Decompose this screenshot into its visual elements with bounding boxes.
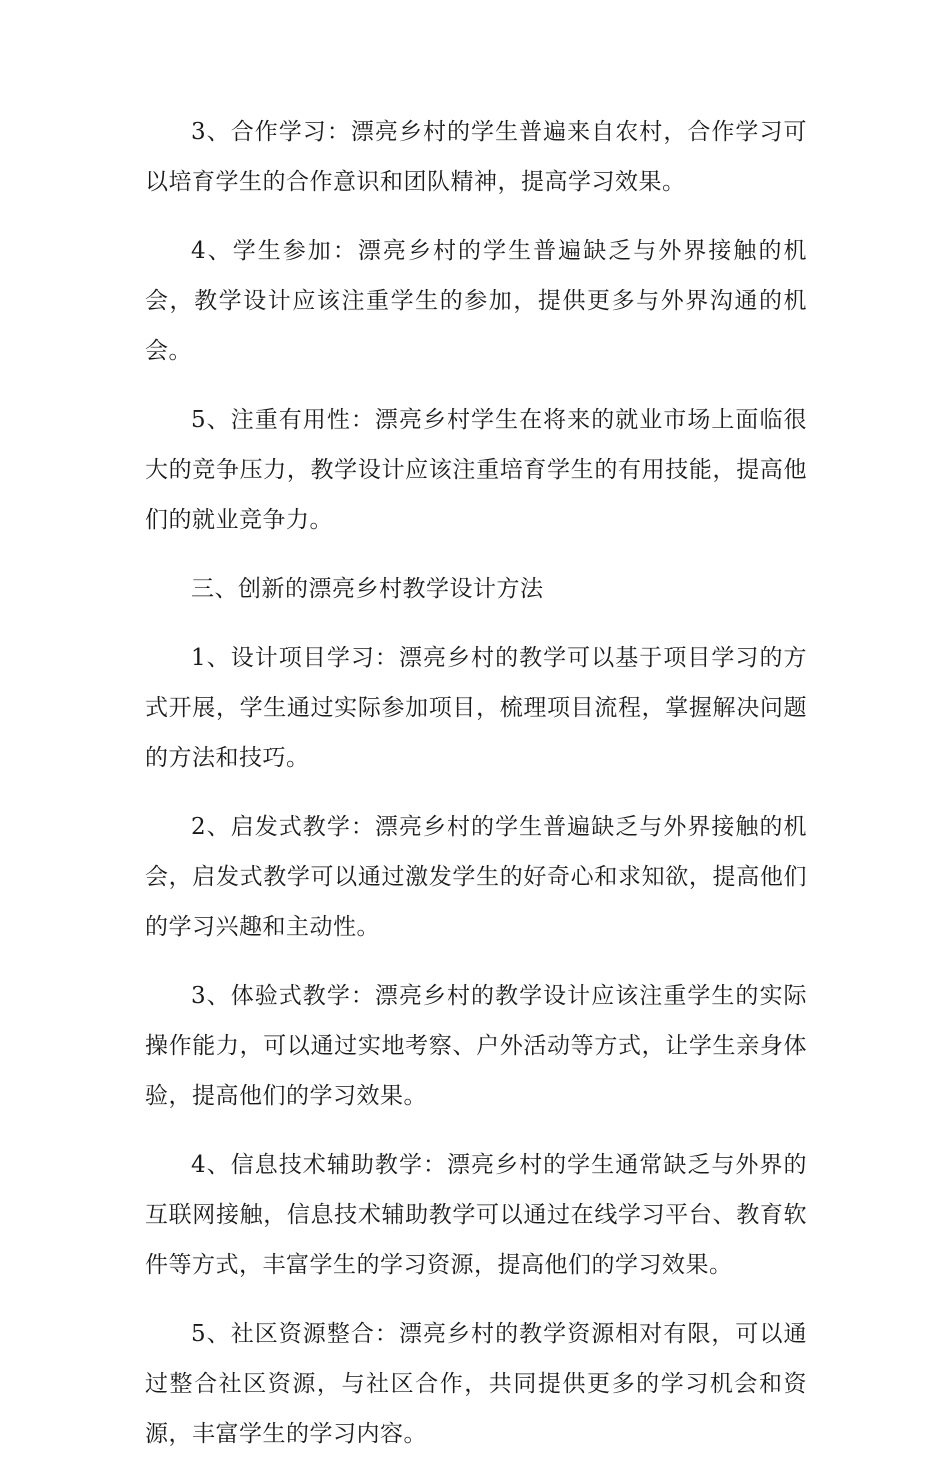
paragraph-student-participation: 4、学生参加：漂亮乡村的学生普遍缺乏与外界接触的机会，教学设计应该注重学生的参加，提供更多与外界沟通的机会。: [145, 238, 807, 364]
paragraph-cooperative-learning: 3、合作学习：漂亮乡村的学生普遍来自农村，合作学习可以培育学生的合作意识和团队精神，提高学习效果。: [145, 119, 807, 195]
paragraph-community-resources: 5、社区资源整合：漂亮乡村的教学资源相对有限，可以通过整合社区资源，与社区合作，共同提供更多的学习机会和资源，丰富学生的学习内容。: [145, 1321, 807, 1447]
paragraph-practicality: 5、注重有用性：漂亮乡村学生在将来的就业市场上面临很大的竞争压力，教学设计应该注重培育学生的有用技能，提高他们的就业竞争力。: [145, 407, 807, 533]
section-heading-innovative-methods: 三、创新的漂亮乡村教学设计方法: [191, 576, 544, 602]
document-body: [145, 107, 807, 1478]
paragraph-project-learning: 1、设计项目学习：漂亮乡村的教学可以基于项目学习的方式开展，学生通过实际参加项目，梳理项目流程，掌握解决问题的方法和技巧。: [145, 645, 807, 771]
paragraph-experiential-teaching: 3、体验式教学：漂亮乡村的教学设计应该注重学生的实际操作能力，可以通过实地考察、户外活动等方式，让学生亲身体验，提高他们的学习效果。: [145, 983, 807, 1109]
paragraph-heuristic-teaching: 2、启发式教学：漂亮乡村的学生普遍缺乏与外界接触的机会，启发式教学可以通过激发学生的好奇心和求知欲，提高他们的学习兴趣和主动性。: [145, 814, 807, 940]
paragraph-it-assisted-teaching: 4、信息技术辅助教学：漂亮乡村的学生通常缺乏与外界的互联网接触，信息技术辅助教学可以通过在线学习平台、教育软件等方式，丰富学生的学习资源，提高他们的学习效果。: [145, 1152, 807, 1278]
